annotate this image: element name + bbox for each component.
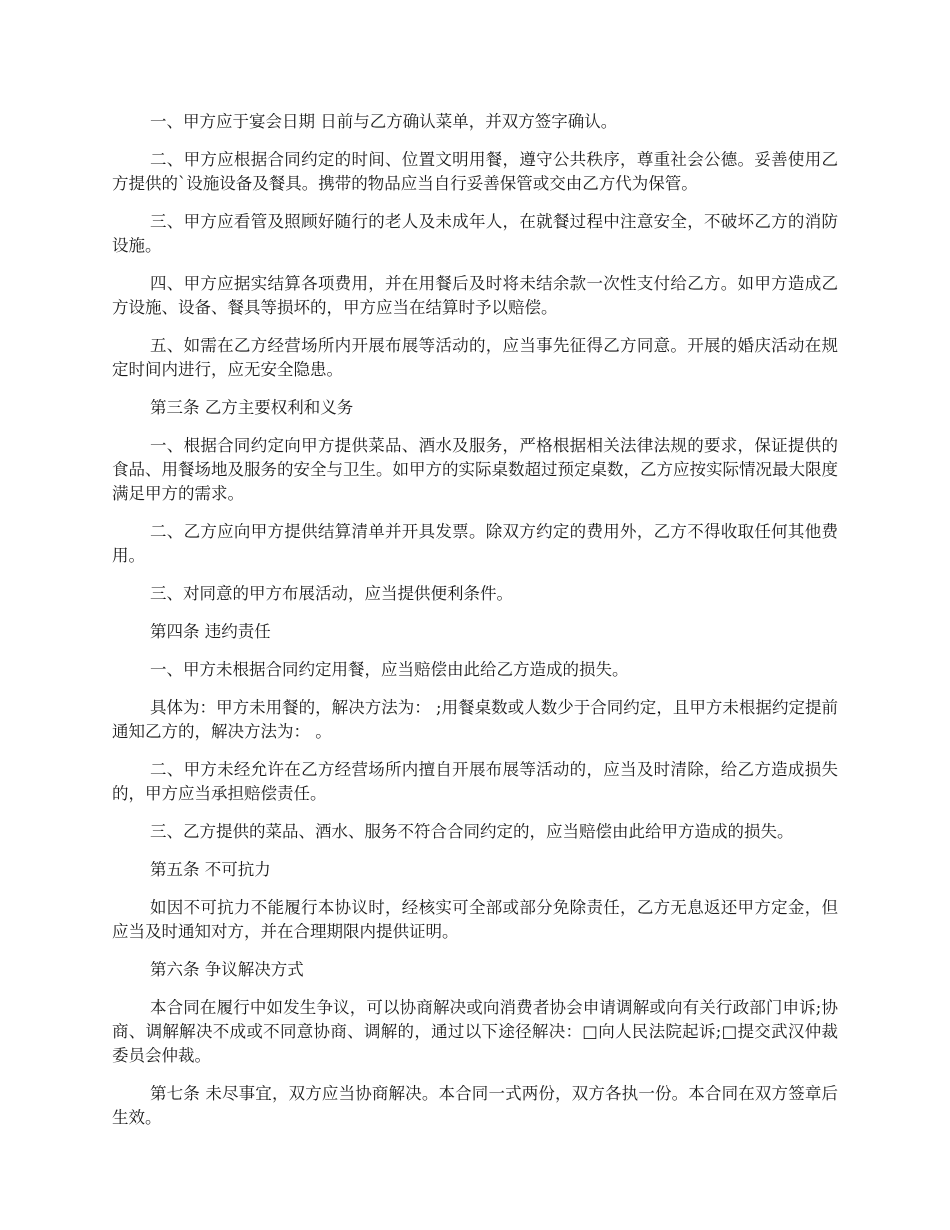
clause-party-a-4: 四、甲方应据实结算各项费用，并在用餐后及时将未结余款一次性支付给乙方。如甲方造成乙方设施、设备、餐具等损坏的，甲方应当在结算时予以赔偿。 [112, 274, 838, 317]
clause-breach-details: 具体为：甲方未用餐的，解决方法为： ;用餐桌数或人数少于合同约定，且甲方未根据约定提前通知乙方的，解决方法为： 。 [112, 698, 838, 741]
clause-party-a-1: 一、甲方应于宴会日期 日前与乙方确认菜单，并双方签字确认。 [150, 112, 618, 131]
section-heading-article-3: 第三条 乙方主要权利和义务 [150, 398, 354, 417]
clause-breach-1: 一、甲方未根据合同约定用餐，应当赔偿由此给乙方造成的损失。 [150, 660, 629, 679]
clause-article-7: 第七条 未尽事宜，双方应当协商解决。本合同一式两份，双方各执一份。本合同在双方签章后生效。 [112, 1084, 838, 1127]
section-heading-article-5: 第五条 不可抗力 [150, 860, 271, 879]
clause-force-majeure: 如因不可抗力不能履行本协议时，经核实可全部或部分免除责任，乙方无息返还甲方定金，但应当及时通知对方，并在合理期限内提供证明。 [112, 898, 838, 941]
clause-dispute-resolution: 本合同在履行中如发生争议，可以协商解决或向消费者协会申请调解或向有关行政部门申诉;协商、调解解决不成或不同意协商、调解的，通过以下途径解决：□向人民法院起诉;□提交武汉仲裁委员会仲裁。 [112, 998, 838, 1065]
clause-party-a-2: 二、甲方应根据合同约定的时间、位置文明用餐，遵守公共秩序，尊重社会公德。妥善使用乙方提供的`设施设备及餐具。携带的物品应当自行妥善保管或交由乙方代为保管。 [112, 150, 838, 193]
clause-breach-3: 三、乙方提供的菜品、酒水、服务不符合合同约定的，应当赔偿由此给甲方造成的损失。 [150, 822, 794, 841]
clause-party-b-1: 一、根据合同约定向甲方提供菜品、酒水及服务，严格根据相关法律法规的要求，保证提供的食品、用餐场地及服务的安全与卫生。如甲方的实际桌数超过预定桌数，乙方应按实际情况最大限度满足甲方的需求。 [112, 436, 838, 503]
clause-party-a-5: 五、如需在乙方经营场所内开展布展等活动的，应当事先征得乙方同意。开展的婚庆活动在规定时间内进行，应无安全隐患。 [112, 336, 838, 379]
section-heading-article-6: 第六条 争议解决方式 [150, 960, 304, 979]
clause-breach-2: 二、甲方未经允许在乙方经营场所内擅自开展布展等活动的，应当及时清除，给乙方造成损失的，甲方应当承担赔偿责任。 [112, 760, 838, 803]
clause-party-b-2: 二、乙方应向甲方提供结算清单并开具发票。除双方约定的费用外，乙方不得收取任何其他费用。 [112, 522, 838, 565]
clause-party-a-3: 三、甲方应看管及照顾好随行的老人及未成年人，在就餐过程中注意安全，不破坏乙方的消防设施。 [112, 212, 838, 255]
clause-party-b-3: 三、对同意的甲方布展活动，应当提供便利条件。 [150, 584, 513, 603]
section-heading-article-4: 第四条 违约责任 [150, 622, 271, 641]
